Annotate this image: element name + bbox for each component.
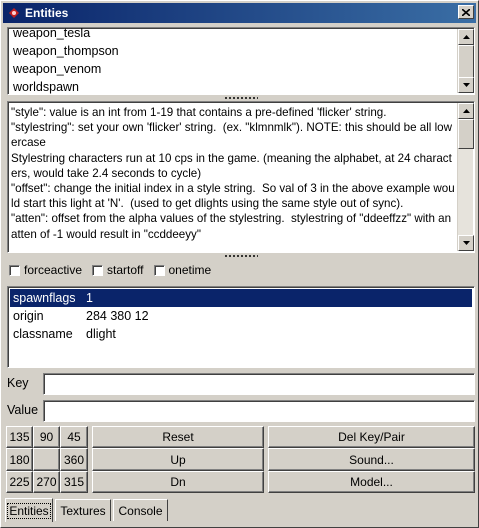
key-input[interactable] xyxy=(43,373,475,395)
dn-button[interactable]: Dn xyxy=(92,471,264,493)
reset-button[interactable]: Reset xyxy=(92,426,264,448)
list-item[interactable]: worldspawn xyxy=(13,80,80,94)
table-row[interactable] xyxy=(10,325,472,343)
scroll-thumb[interactable] xyxy=(458,45,474,79)
angle-180-button[interactable]: 180 xyxy=(6,448,33,471)
checkbox[interactable] xyxy=(154,265,165,276)
arrow-up-icon xyxy=(463,109,470,113)
arrow-down-icon xyxy=(463,241,470,245)
value-input[interactable] xyxy=(43,400,475,422)
del-key-pair-button[interactable]: Del Key/Pair xyxy=(268,426,475,448)
list-item[interactable]: weapon_venom xyxy=(13,62,102,76)
checkbox[interactable] xyxy=(92,265,103,276)
kv-value: 1 xyxy=(86,291,93,305)
sound-button[interactable]: Sound... xyxy=(268,448,475,471)
arrow-up-icon xyxy=(463,35,470,39)
flag-forceactive[interactable] xyxy=(9,263,82,277)
angle-45-button[interactable]: 45 xyxy=(60,426,88,448)
kv-value: dlight xyxy=(86,327,116,341)
app-icon xyxy=(6,5,22,21)
close-icon xyxy=(462,9,470,16)
kv-value: 284 380 12 xyxy=(86,309,149,323)
list-item[interactable]: weapon_tesla xyxy=(13,27,91,40)
scroll-thumb[interactable] xyxy=(458,119,474,149)
scroll-down-button[interactable] xyxy=(458,235,474,251)
kv-key: origin xyxy=(13,309,44,323)
entity-list-scrollbar[interactable] xyxy=(457,29,473,93)
comment-scrollbar[interactable] xyxy=(457,103,473,251)
title-bar[interactable] xyxy=(3,3,476,23)
tab-label: Console xyxy=(118,503,163,518)
flag-startoff[interactable] xyxy=(92,263,143,277)
keyvalue-list[interactable] xyxy=(7,286,475,368)
value-label: Value xyxy=(7,403,39,417)
entity-class-list[interactable] xyxy=(7,27,475,95)
table-row[interactable] xyxy=(10,307,472,325)
comment-text: "style": value is an int from 1-19 that contains a pre-defined 'flicker' string. "stylestring": set your own 'flicker' string. (ex. "klmnmlk"). NOTE: this should be all lowercase Stylestring characters run at 10 cps in the game. (meaning the alphabet, at 24 characters, would take 2.4 seconds to cycle) "offset": change the initial index in a style string. So val of 3 in the above example would start this light at 'N'. (used to get dlights using the same style out of sync). "atten": offset from the alpha values of the stylestring. stylestring of "ddeeffzz" with an atten of -1 would result in "ccddeeyy" xyxy=(11,106,455,241)
model-button[interactable]: Model... xyxy=(268,471,475,493)
angle-225-button[interactable]: 225 xyxy=(6,471,33,493)
tab-entities[interactable] xyxy=(5,498,53,522)
checkbox-label: forceactive xyxy=(24,263,83,277)
kv-key: spawnflags xyxy=(13,291,76,305)
kv-key: classname xyxy=(13,327,73,341)
table-row[interactable] xyxy=(10,289,472,307)
scroll-up-button[interactable] xyxy=(458,103,474,119)
tab-textures[interactable] xyxy=(55,499,111,521)
tab-label: Entities xyxy=(9,503,49,518)
window-title: Entities xyxy=(25,6,69,20)
angle-270-button[interactable]: 270 xyxy=(33,471,60,493)
close-button[interactable] xyxy=(458,5,474,19)
list-item[interactable]: weapon_thompson xyxy=(13,44,119,58)
splitter-bottom[interactable] xyxy=(7,253,475,259)
flag-onetime[interactable] xyxy=(154,263,212,277)
checkbox-label: onetime xyxy=(168,263,212,277)
arrow-down-icon xyxy=(463,83,470,87)
checkbox-label: startoff xyxy=(107,263,144,277)
entity-comment-text[interactable] xyxy=(7,101,475,253)
angle-90-button[interactable]: 90 xyxy=(33,426,60,448)
spawnflags-group xyxy=(9,263,221,277)
tab-console[interactable] xyxy=(113,499,168,521)
angle-360-button[interactable]: 360 xyxy=(60,448,88,471)
angle-315-button[interactable]: 315 xyxy=(60,471,88,493)
scroll-down-button[interactable] xyxy=(458,77,474,93)
scroll-up-button[interactable] xyxy=(458,29,474,45)
angle-center-button[interactable] xyxy=(33,448,60,471)
up-button[interactable]: Up xyxy=(92,448,264,471)
tab-label: Textures xyxy=(60,503,106,518)
checkbox[interactable] xyxy=(9,265,20,276)
key-label: Key xyxy=(7,376,29,390)
angle-135-button[interactable]: 135 xyxy=(6,426,33,448)
